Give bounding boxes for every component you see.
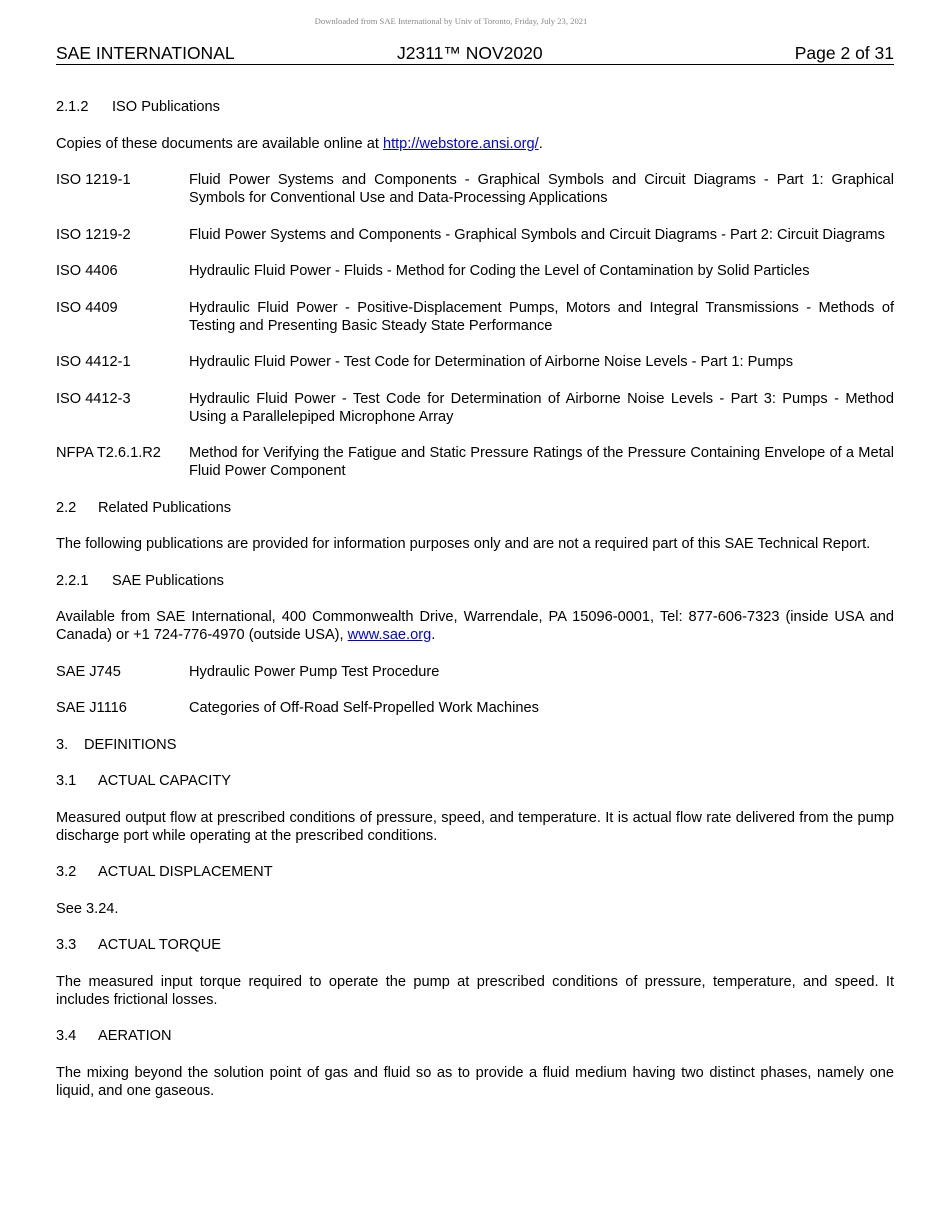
sae-intro-end: . [431, 627, 436, 643]
iso-intro-end: . [538, 135, 543, 152]
reference-title: Categories of Off-Road Self-Propelled Work Machines [189, 700, 539, 716]
section-title: Related Publications [98, 499, 232, 516]
sae-website-link[interactable]: www.sae.org [347, 627, 432, 643]
reference-item [56, 171, 894, 207]
definition-number: 3.1 [56, 773, 77, 789]
reference-code: ISO 4412-3 [56, 390, 131, 407]
definition-term: ACTUAL DISPLACEMENT [98, 864, 273, 880]
definition-text: See 3.24. [56, 900, 119, 917]
reference-title: Hydraulic Fluid Power - Test Code for Determination of Airborne Noise Levels - Part 1: Pumps [189, 354, 794, 370]
definition-text: The measured input torque required to operate the pump at prescribed conditions of pressure, temperature, and speed. It includes frictional losses. [56, 973, 894, 1008]
section-3-heading [56, 736, 894, 754]
reference-title: Hydraulic Fluid Power - Fluids - Method for Coding the Level of Contamination by Solid Particles [189, 263, 810, 279]
reference-code: ISO 4409 [56, 299, 118, 316]
reference-item [56, 226, 894, 244]
definition-term: ACTUAL CAPACITY [98, 773, 231, 789]
definition-heading [56, 772, 894, 790]
section-number: 2.2 [56, 499, 77, 516]
reference-code: ISO 4406 [56, 263, 118, 279]
definition-heading [56, 1027, 894, 1045]
definition-term: ACTUAL TORQUE [98, 937, 221, 953]
reference-title: Hydraulic Fluid Power - Positive-Displacement Pumps, Motors and Integral Transmissions - Methods of Testing and Presenting Basic Steady State Performance [189, 299, 894, 334]
reference-item [56, 299, 894, 335]
section-2-2-1-heading [56, 572, 894, 590]
reference-title: Hydraulic Fluid Power - Test Code for Determination of Airborne Noise Levels - Part 3: Pumps - Method Using a Parallelepiped Microphone Array [189, 390, 894, 425]
section-title: DEFINITIONS [84, 736, 177, 753]
reference-code: ISO 1219-1 [56, 172, 131, 188]
sae-intro-text: Available from SAE International, 400 Commonwealth Drive, Warrendale, PA 15096-0001, Tel: 877-606-7323 (inside USA and Canada) or +1 724-776-4970 (outside USA), [56, 609, 894, 643]
sae-intro-paragraph [56, 608, 894, 644]
reference-code: ISO 1219-2 [56, 226, 131, 243]
download-watermark: Downloaded from SAE International by Univ of Toronto, Friday, July 23, 2021 [314, 16, 588, 26]
related-publications-paragraph: The following publications are provided for information purposes only and are not a required part of this SAE Technical Report. [56, 536, 871, 552]
reference-item [56, 444, 894, 480]
section-title: ISO Publications [112, 99, 220, 115]
section-2-2-heading [56, 499, 894, 517]
reference-item [56, 353, 894, 371]
ansi-webstore-link[interactable]: http://webstore.ansi.org/ [382, 135, 539, 152]
section-number: 2.1.2 [56, 99, 89, 115]
definition-text: Measured output flow at prescribed conditions of pressure, speed, and temperature. It is actual flow rate delivered from the pump discharge port while operating at the prescribed conditions. [56, 809, 894, 844]
reference-code: SAE J745 [56, 663, 121, 680]
reference-item [56, 262, 894, 280]
document-body [56, 98, 894, 1118]
reference-item [56, 390, 894, 426]
reference-item [56, 663, 894, 681]
reference-title: Hydraulic Power Pump Test Procedure [189, 663, 440, 680]
iso-intro-paragraph [56, 135, 894, 153]
header-organization: SAE INTERNATIONAL [56, 43, 235, 63]
reference-title: Method for Verifying the Fatigue and Static Pressure Ratings of the Pressure Containing Envelope of a Metal Fluid Power Component [189, 445, 894, 479]
definition-number: 3.4 [56, 1028, 77, 1044]
section-number: 2.2.1 [56, 572, 89, 589]
iso-intro-text: Copies of these documents are available online at [56, 135, 383, 152]
definition-heading [56, 936, 894, 954]
definition-term: AERATION [98, 1028, 172, 1044]
reference-title: Fluid Power Systems and Components - Graphical Symbols and Circuit Diagrams - Part 1: Graphical Symbols for Conventional Use and Data-Processing Applications [189, 172, 894, 206]
reference-code: ISO 4412-1 [56, 354, 131, 370]
section-title: SAE Publications [112, 572, 224, 589]
reference-code: NFPA T2.6.1.R2 [56, 445, 161, 461]
section-2-1-2-heading [56, 98, 894, 116]
section-number: 3. [56, 736, 69, 753]
reference-title: Fluid Power Systems and Components - Graphical Symbols and Circuit Diagrams - Part 2: Circuit Diagrams [189, 226, 885, 243]
definition-number: 3.2 [56, 864, 77, 880]
definition-heading [56, 863, 894, 881]
header-document-id: J2311™ NOV2020 [397, 43, 543, 63]
reference-code: SAE J1116 [56, 700, 127, 716]
definition-text: The mixing beyond the solution point of gas and fluid so as to provide a fluid medium having two distinct phases, namely one liquid, and one gaseous. [56, 1064, 894, 1099]
reference-item [56, 699, 894, 717]
definition-number: 3.3 [56, 937, 77, 953]
page-header [56, 42, 894, 65]
header-page-number: Page 2 of 31 [794, 43, 894, 63]
